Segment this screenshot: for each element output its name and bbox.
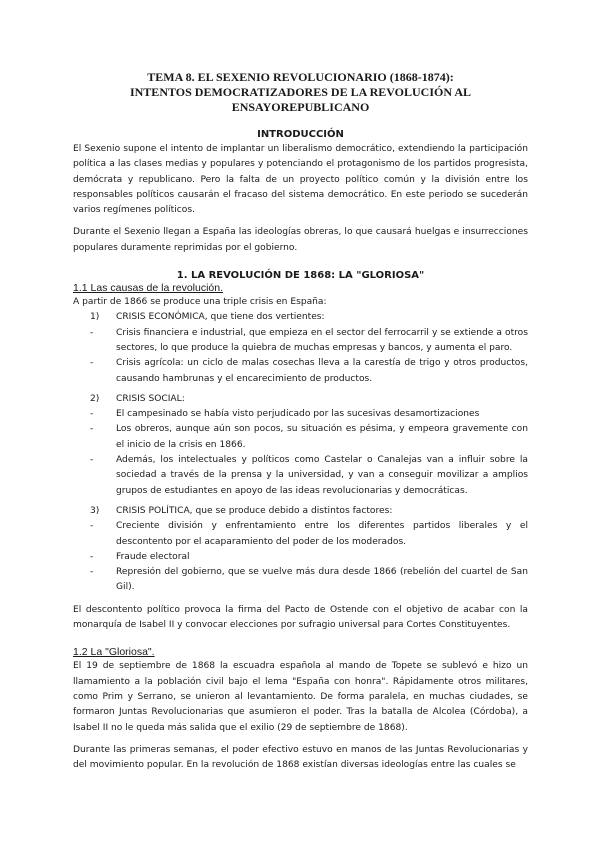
subsection-1-2-paragraph-1: El 19 de septiembre de 1868 la escuadra española al mando de Topete se sublevó e hizo un llamamiento a la población civil bajo el lema "España con honra". Rápidamente otros militares, como Prim y Serrano, se unieron al levantamiento. De forma paralela, en muchas ciudades, se formaron Juntas Revolucionarias que asumieron el poder. Tras la batalla de Alcolea (Córdoba), a Isabel II no le queda más salida que el exilio (29 de septiembre de 1868). xyxy=(73,661,528,733)
crisis-heading: CRISIS SOCIAL: xyxy=(116,393,185,404)
bullet-item xyxy=(73,550,528,565)
bullet-marker: - xyxy=(90,455,94,466)
crisis-heading: CRISIS POLÍTICA, que se produce debido a distintos factores: xyxy=(116,505,393,516)
section-1-heading: 1. LA REVOLUCIÓN DE 1868: LA "GLORIOSA" xyxy=(176,270,425,282)
bullet-marker: - xyxy=(90,424,94,435)
bullet-item xyxy=(73,565,528,596)
list-number: 3) xyxy=(90,505,100,516)
bullet-item xyxy=(73,326,528,357)
bullet-marker: - xyxy=(90,327,94,338)
bullet-text: Además, los intelectuales y políticos como Castelar o Canalejas van a influir sobre la sociedad a través de la prensa y la universidad, y van a conseguir movilizar a amplios grupos de estudiantes en apoyo de las ideas revolucionarias y democráticas. xyxy=(116,455,528,496)
bullet-text: Represión del gobierno, que se vuelve más dura desde 1866 (rebelión del cuartel de San Gil). xyxy=(116,567,528,593)
crisis-item xyxy=(73,392,528,407)
bullet-item xyxy=(73,519,528,550)
subsection-1-1-closing: El descontento político provoca la firma del Pacto de Ostende con el objetivo de acabar con la monarquía de Isabel II y convocar elecciones por sufragio universal para Cortes Constituyentes. xyxy=(73,604,528,631)
bullet-text: Los obreros, aunque aún son pocos, su situación es pésima, y empeora gravemente con el inicio de la crisis en 1866. xyxy=(116,424,528,450)
bullet-marker: - xyxy=(90,551,94,562)
bullet-item xyxy=(73,356,528,387)
crisis-item xyxy=(73,504,528,519)
intro-heading: INTRODUCCIÓN xyxy=(257,129,344,140)
list-number: 2) xyxy=(90,393,100,404)
crisis-item xyxy=(73,310,528,325)
bullet-marker: - xyxy=(90,358,94,369)
bullet-text: Crisis financiera e industrial, que empieza en el sector del ferrocarril y se extiende a otros sectores, lo que produce la quiebra de muchas empresas y bancos, y aumenta el paro. xyxy=(116,327,528,353)
bullet-text: Fraude electoral xyxy=(116,551,190,562)
bullet-item xyxy=(73,422,528,453)
list-number: 1) xyxy=(90,312,100,323)
bullet-marker: - xyxy=(90,409,94,420)
bullet-item xyxy=(73,407,528,422)
bullet-marker: - xyxy=(90,521,94,532)
bullet-item xyxy=(73,453,528,499)
intro-paragraph-2: Durante el Sexenio llegan a España las ideologías obreras, lo que causará huelgas e insurrecciones populares duramente reprimidas por el gobierno. xyxy=(73,227,528,253)
bullet-text: Crisis agrícola: un ciclo de malas cosechas lleva a la carestía de trigo y otros productos, causando hambrunas y el encarecimiento de productos. xyxy=(116,358,528,384)
intro-paragraph-1: El Sexenio supone el intento de implantar un liberalismo democrático, extendiendo la participación política a las clases medias y populares y potenciando el protagonismo de los partidos progresista, demócrata y republicano. Pero la falta de un proyecto político común y la división entre los responsables políticos causarán el fracaso del sistema democrático. En este periodo se sucederán varios regímenes políticos. xyxy=(73,144,528,216)
title-line-1: TEMA 8. EL SEXENIO REVOLUCIONARIO (1868-1874): xyxy=(147,70,454,84)
document-title xyxy=(73,70,528,115)
crisis-heading: CRISIS ECONÓMICA, que tiene dos vertientes: xyxy=(116,312,325,323)
bullet-marker: - xyxy=(90,567,94,578)
subsection-1-2-heading: 1.2 La "Gloriosa". xyxy=(73,646,155,659)
subsection-1-2-paragraph-2: Durante las primeras semanas, el poder efectivo estuvo en manos de las Juntas Revolucionarias y del movimiento popular. En la revolución de 1868 existían diversas ideologías entre las cuales se xyxy=(73,744,528,771)
page-content xyxy=(73,70,528,773)
title-line-2: INTENTOS DEMOCRATIZADORES DE LA REVOLUCIÓN AL ENSAYOREPUBLICANO xyxy=(129,85,472,114)
subsection-1-1-lead: A partir de 1866 se produce una triple crisis en España: xyxy=(73,297,327,308)
bullet-text: El campesinado se había visto perjudicado por las sucesivas desamortizaciones xyxy=(116,409,480,420)
subsection-1-1-heading: 1.1 Las causas de la revolución. xyxy=(73,282,224,295)
bullet-text: Creciente división y enfrentamiento entre los diferentes partidos liberales y el descontento por el acaparamiento del poder de los moderados. xyxy=(116,521,528,547)
